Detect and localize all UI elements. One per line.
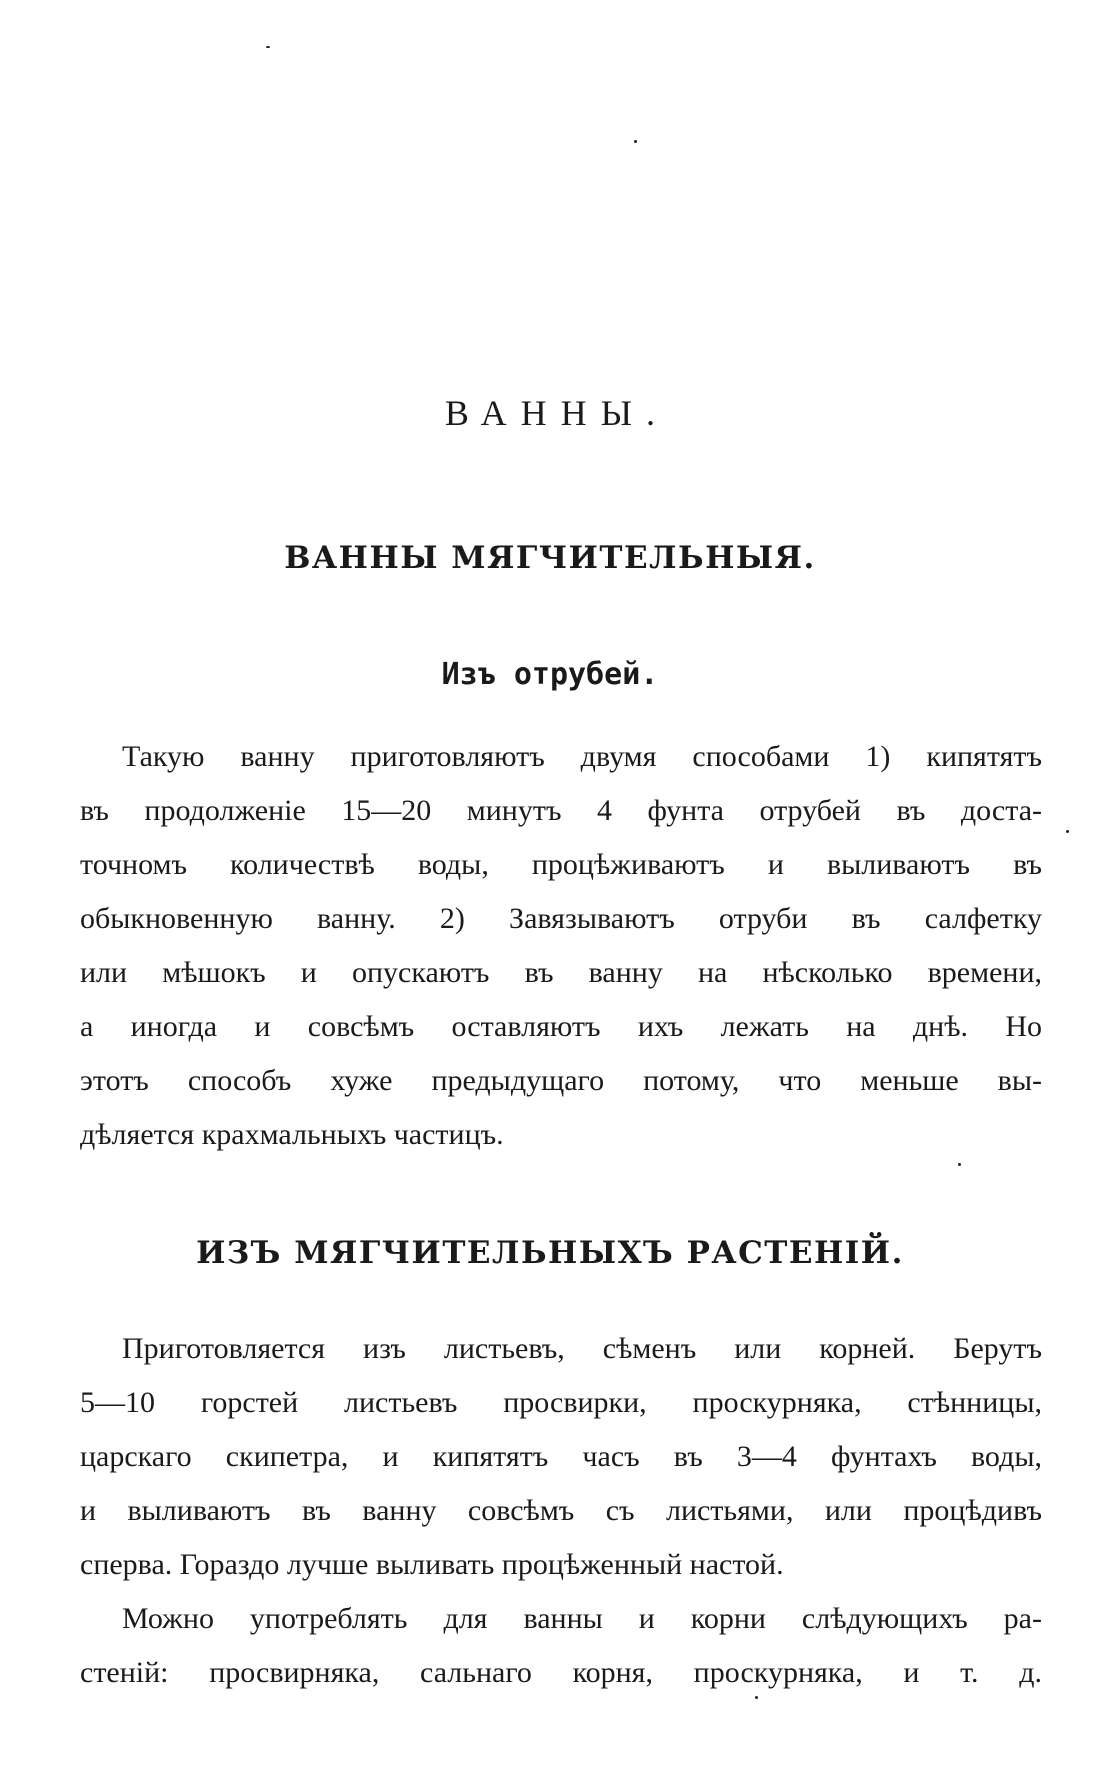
ink-speck	[958, 1163, 961, 1166]
text-line: а иногда и совсѣмъ оставляютъ ихъ лежать на днѣ. Но	[80, 1010, 1042, 1043]
paragraph-plants	[80, 1322, 1042, 1592]
text-line: и выливаютъ въ ванну совсѣмъ съ листьями, или процѣдивъ	[80, 1494, 1042, 1527]
text-line: Можно употреблять для ванны и корни слѣдующихъ ра-	[122, 1602, 1042, 1635]
text-line: царскаго скипетра, и кипятятъ часъ въ 3—4 фунтахъ воды,	[80, 1440, 1042, 1473]
text-line: точномъ количествѣ воды, процѣживаютъ и выливаютъ въ	[80, 848, 1042, 881]
text-line: 5—10 горстей листьевъ просвирки, проскурняка, стѣнницы,	[80, 1386, 1042, 1419]
section-heading-emollient-baths: ВАННЫ МЯГЧИТЕЛЬНЫЯ.	[284, 540, 816, 576]
text-line: Приготовляется изъ листьевъ, сѣменъ или корней. Берутъ	[122, 1332, 1042, 1365]
ink-speck	[1066, 830, 1069, 833]
text-line: дѣляется крахмальныхъ частицъ.	[80, 1118, 504, 1151]
paragraph-roots	[80, 1592, 1042, 1700]
text-line: стеній: просвирняка, сальнаго корня, проскурняка, и т. д.	[80, 1656, 1042, 1689]
section-heading-emollient-plants: ИЗЪ МЯГЧИТЕЛЬНЫХЪ РАСТЕНІЙ.	[196, 1235, 904, 1271]
subheading-bran: Изъ отрубей.	[441, 657, 659, 692]
text-line: обыкновенную ванну. 2) Завязываютъ отруби въ салфетку	[80, 902, 1042, 935]
text-line: этотъ способъ хуже предыдущаго потому, что меньше вы-	[80, 1064, 1042, 1097]
text-line: или мѣшокъ и опускаютъ въ ванну на нѣсколько времени,	[80, 956, 1042, 989]
paragraph-bran	[80, 730, 1042, 1162]
ink-speck	[266, 46, 270, 48]
ink-speck	[634, 140, 637, 143]
text-line: Такую ванну приготовляютъ двумя способами 1) кипятятъ	[122, 740, 1042, 773]
page-title: ВАННЫ.	[444, 393, 670, 433]
text-line: сперва. Гораздо лучше выливать процѣженный настой.	[80, 1548, 784, 1581]
text-line: въ продолженіе 15—20 минутъ 4 фунта отрубей въ доста-	[80, 794, 1042, 827]
